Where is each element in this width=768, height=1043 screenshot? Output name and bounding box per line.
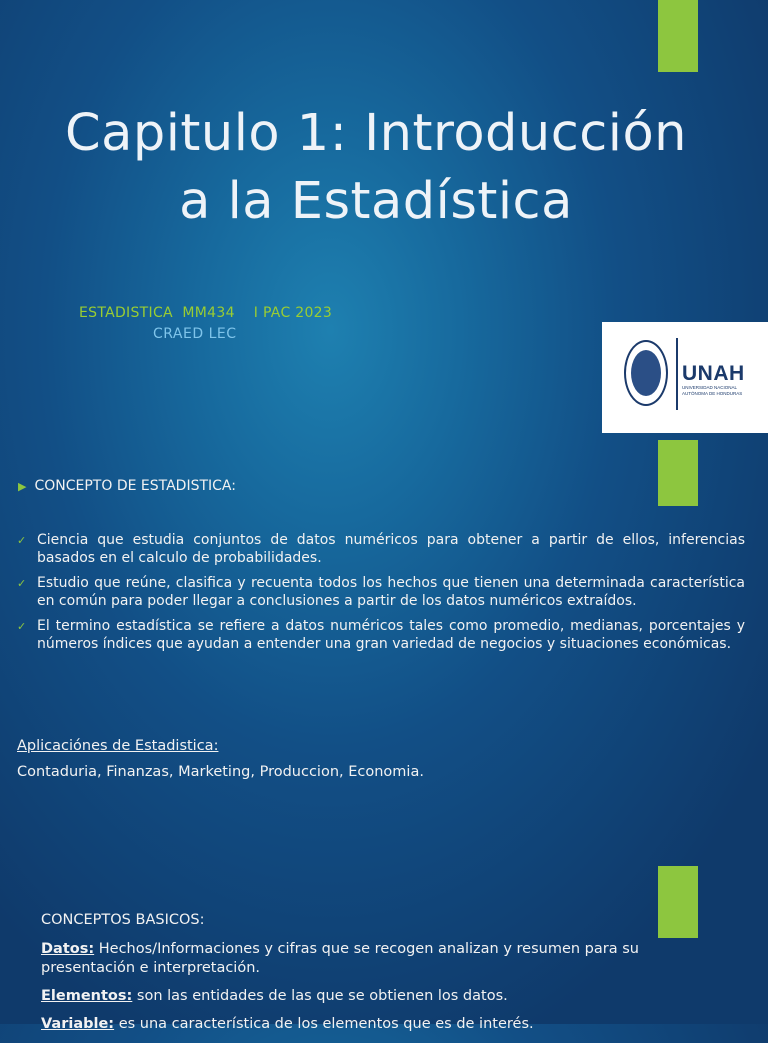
applications-body: Contaduria, Finanzas, Marketing, Produccion, Economia. bbox=[17, 764, 424, 780]
concept-bullet-list bbox=[17, 532, 745, 661]
concept-heading-text: CONCEPTO DE ESTADISTICA: bbox=[34, 478, 236, 494]
list-item bbox=[17, 575, 745, 610]
term-definition: son las entidades de las que se obtienen los datos. bbox=[132, 988, 508, 1004]
title-line-2: a la Estadística bbox=[179, 172, 573, 231]
term-definition: Hechos/Informaciones y cifras que se recogen analizan y resumen para su presentación e interpretación. bbox=[41, 941, 639, 976]
center-subtitle: CRAED LEC bbox=[153, 326, 237, 342]
accent-bar-top bbox=[658, 0, 698, 72]
check-icon: ✓ bbox=[17, 534, 27, 547]
course-subtitle: ESTADISTICA MM434 I PAC 2023 bbox=[79, 305, 333, 321]
logo-subtitle-2: AUTÓNOMA DE HONDURAS bbox=[682, 391, 743, 396]
arrow-bullet-icon: ▶ bbox=[18, 480, 27, 493]
term-variable: Variable: bbox=[41, 1016, 115, 1032]
applications-heading: Aplicaciónes de Estadistica: bbox=[17, 738, 219, 754]
university-seal-icon bbox=[624, 340, 668, 406]
logo-divider bbox=[676, 338, 678, 410]
accent-bar-bottom bbox=[658, 866, 698, 938]
unah-logo bbox=[602, 322, 768, 433]
list-item bbox=[41, 940, 701, 978]
check-icon: ✓ bbox=[17, 577, 27, 590]
concept-heading bbox=[18, 478, 236, 494]
list-item bbox=[17, 532, 745, 567]
basics-heading: CONCEPTOS BASICOS: bbox=[41, 912, 205, 928]
accent-bar-middle bbox=[658, 440, 698, 506]
list-item bbox=[41, 1015, 701, 1034]
list-item bbox=[17, 618, 745, 653]
term-definition: es una característica de los elementos que es de interés. bbox=[114, 1016, 534, 1032]
bullet-text: Ciencia que estudia conjuntos de datos numéricos para obtener a partir de ellos, inferencias basados en el calculo de probabilidades. bbox=[37, 532, 745, 566]
logo-name: UNAH bbox=[682, 362, 745, 385]
bullet-text: Estudio que reúne, clasifica y recuenta todos los hechos que tienen una determinada característica en común para poder llegar a conclusiones a partir de los datos numéricos extraídos. bbox=[37, 575, 745, 609]
term-datos: Datos: bbox=[41, 941, 95, 957]
slide-title bbox=[0, 100, 752, 236]
check-icon: ✓ bbox=[17, 620, 27, 633]
logo-subtitle-1: UNIVERSIDAD NACIONAL bbox=[682, 385, 738, 390]
term-elementos: Elementos: bbox=[41, 988, 133, 1004]
title-line-1: Capitulo 1: Introducción bbox=[64, 104, 688, 163]
bullet-text: El termino estadística se refiere a datos numéricos tales como promedio, medianas, porcentajes y números índices que ayudan a entender una gran variedad de negocios y situaciones económicas. bbox=[37, 618, 745, 652]
list-item bbox=[41, 987, 701, 1006]
basics-list bbox=[41, 940, 701, 1043]
